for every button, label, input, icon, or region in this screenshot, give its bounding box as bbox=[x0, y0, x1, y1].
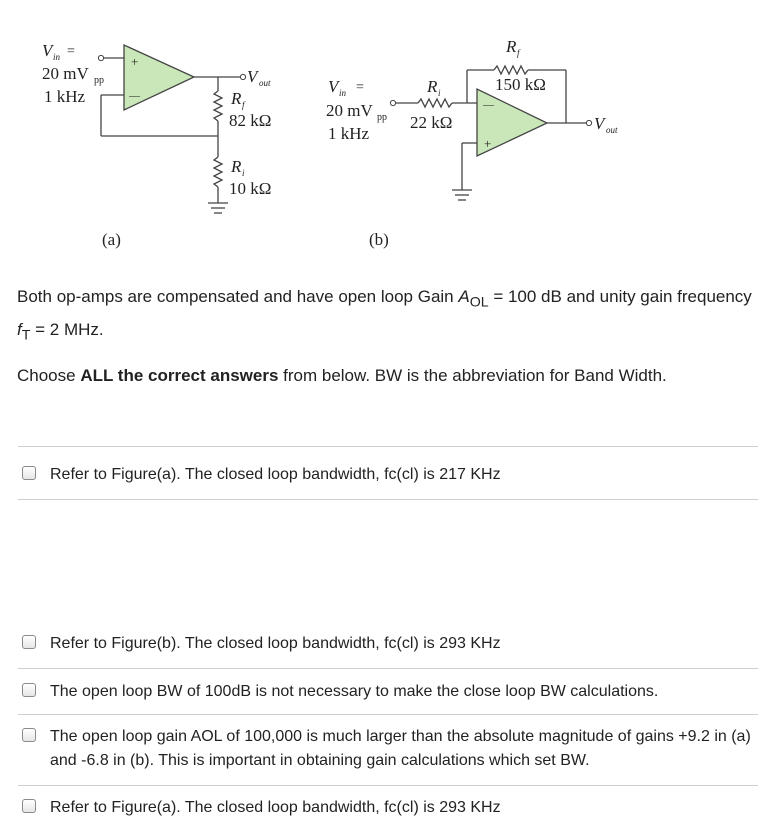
vin-pp-a: pp bbox=[94, 75, 104, 86]
resistor-rf-b bbox=[494, 66, 528, 74]
vin-eq-a: = bbox=[67, 44, 75, 59]
circuit-figures bbox=[0, 0, 770, 260]
rf-value-b: 150 kΩ bbox=[495, 75, 546, 94]
ri-sub-b: i bbox=[438, 88, 441, 98]
rf-label-a: R bbox=[231, 89, 242, 108]
vout-sub-b: out bbox=[606, 125, 618, 135]
option-label: Refer to Figure(a). The closed loop bandwidth, fc(cl) is 293 KHz bbox=[50, 799, 501, 816]
q-line1-mid: = 100 dB and unity gain frequency bbox=[488, 287, 752, 306]
answer-option[interactable] bbox=[22, 725, 757, 773]
figure-b bbox=[326, 37, 618, 249]
ri-value-a: 10 kΩ bbox=[229, 179, 272, 198]
q-line2-bold: ALL the correct answers bbox=[80, 365, 279, 385]
option-label: Refer to Figure(a). The closed loop bandwidth, fc(cl) is 217 KHz bbox=[50, 466, 501, 483]
answer-option[interactable] bbox=[22, 632, 757, 656]
vin-freq-a: 1 kHz bbox=[44, 87, 86, 106]
question-line-1 bbox=[17, 283, 757, 350]
rf-sub-b: f bbox=[517, 48, 520, 58]
q-line1-pre: Both op-amps are compensated and have open loop Gain bbox=[17, 287, 459, 306]
q-line1-post: = 2 MHz. bbox=[30, 320, 104, 340]
q-line2-post: from below. BW is the abbreviation for Band Width. bbox=[278, 365, 667, 385]
question-text bbox=[17, 283, 757, 389]
vin-label-b: V bbox=[328, 77, 339, 96]
divider bbox=[18, 446, 758, 447]
divider bbox=[18, 499, 758, 500]
vin-sub-b: in bbox=[339, 88, 347, 98]
option-label: Refer to Figure(b). The closed loop bandwidth, fc(cl) is 293 KHz bbox=[50, 635, 501, 652]
option-checkbox[interactable] bbox=[22, 466, 36, 480]
rf-label-b: R bbox=[506, 37, 517, 56]
ground-icon-b bbox=[452, 190, 472, 200]
op-amp-a-minus: — bbox=[129, 90, 140, 102]
option-label: The open loop gain AOL of 100,000 is much larger than the absolute magnitude of gains +9.2 in (a) and -6.8 in (b). This is important in obtaining gain calculations which set BW. bbox=[50, 728, 751, 769]
rf-sub-a: f bbox=[242, 100, 245, 110]
resistor-rf-a bbox=[214, 91, 222, 121]
aol-symbol: A bbox=[458, 287, 470, 306]
op-amp-a-plus: + bbox=[131, 54, 139, 69]
option-label: The open loop BW of 100dB is not necessary to make the close loop BW calculations. bbox=[50, 683, 659, 700]
vin-freq-b: 1 kHz bbox=[328, 124, 370, 143]
question-line-2 bbox=[17, 362, 757, 389]
vin-value-a: 20 mV bbox=[42, 64, 89, 83]
ft-subscript: T bbox=[21, 327, 31, 344]
divider bbox=[18, 714, 758, 715]
divider bbox=[18, 785, 758, 786]
caption-b: (b) bbox=[369, 230, 389, 249]
vin-label-a: V bbox=[42, 41, 53, 60]
rf-value-a: 82 kΩ bbox=[229, 111, 272, 130]
option-checkbox[interactable] bbox=[22, 799, 36, 813]
answer-option[interactable] bbox=[22, 680, 757, 704]
ri-label-b: R bbox=[427, 77, 438, 96]
figure-a bbox=[42, 41, 271, 249]
answer-option[interactable] bbox=[22, 796, 757, 820]
vout-label-a: V bbox=[247, 67, 258, 86]
resistor-ri-a bbox=[214, 157, 222, 187]
option-checkbox[interactable] bbox=[22, 683, 36, 697]
resistor-ri-b bbox=[418, 99, 452, 107]
divider bbox=[18, 668, 758, 669]
ri-value-b: 22 kΩ bbox=[410, 113, 453, 132]
option-checkbox[interactable] bbox=[22, 635, 36, 649]
option-checkbox[interactable] bbox=[22, 728, 36, 742]
q-line2-pre: Choose bbox=[17, 365, 81, 385]
vin-eq-b: = bbox=[356, 80, 364, 95]
ground-icon-a bbox=[208, 203, 228, 213]
vout-sub-a: out bbox=[259, 78, 271, 88]
vin-value-b: 20 mV bbox=[326, 101, 373, 120]
answer-option[interactable] bbox=[22, 463, 757, 487]
ri-sub-a: i bbox=[242, 168, 245, 178]
aol-subscript: OL bbox=[469, 294, 489, 311]
op-amp-b-minus: — bbox=[483, 99, 494, 111]
vin-sub-a: in bbox=[53, 52, 61, 62]
op-amp-b-plus: + bbox=[484, 136, 492, 151]
ft-symbol: f bbox=[17, 320, 22, 340]
vout-label-b: V bbox=[594, 114, 605, 133]
caption-a: (a) bbox=[102, 230, 121, 249]
ri-label-a: R bbox=[231, 157, 242, 176]
vin-pp-b: pp bbox=[377, 112, 387, 123]
